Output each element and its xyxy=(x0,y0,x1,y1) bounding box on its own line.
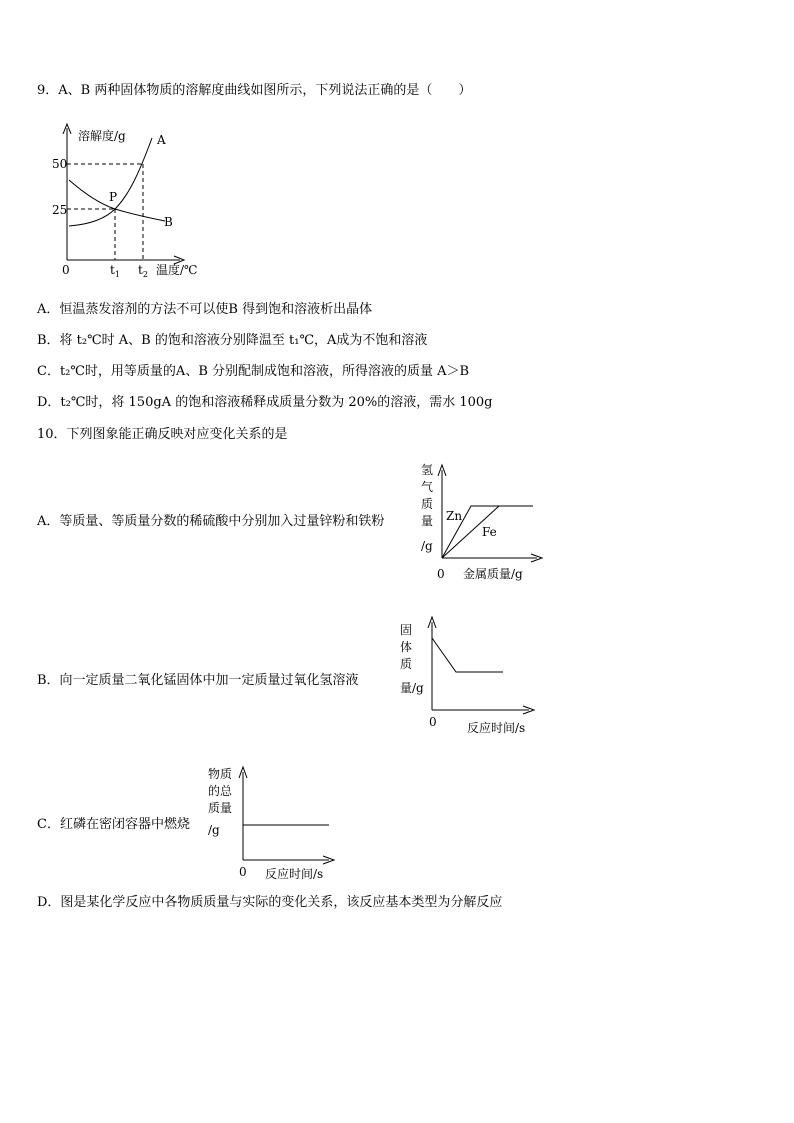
y-tick-50: 50 xyxy=(52,157,68,171)
curve-b-label: B xyxy=(164,215,173,229)
svg-text:/g: /g xyxy=(208,823,220,837)
q9-option-b: B．将 t₂℃时 A、B 的饱和溶液分别降温至 t₁℃，A成为不饱和溶液 xyxy=(37,333,428,348)
svg-text:固: 固 xyxy=(400,623,413,637)
svg-text:物质: 物质 xyxy=(208,767,233,781)
x-axis-label: 温度/℃ xyxy=(156,263,198,277)
y-axis-label: 溶解度/g xyxy=(78,129,126,143)
y-tick-25: 25 xyxy=(52,203,68,217)
solid-mass-line xyxy=(432,638,503,672)
svg-text:/g: /g xyxy=(421,539,433,553)
q10-option-a: A．等质量、等质量分数的稀硫酸中分别加入过量锌粉和铁粉 xyxy=(37,514,385,529)
svg-text:质: 质 xyxy=(421,497,434,511)
svg-text:反应时间/s: 反应时间/s xyxy=(265,867,324,881)
q10-option-c: C．红磷在密闭容器中燃烧 xyxy=(37,817,190,832)
q9-stem: 9．A、B 两种固体物质的溶解度曲线如图所示，下列说法正确的是（ ） xyxy=(37,83,472,98)
svg-text:0: 0 xyxy=(429,715,437,729)
q10-option-d: D．图是某化学反应中各物质质量与实际的变化关系，该反应基本类型为分解反应 xyxy=(37,895,503,910)
svg-text:量: 量 xyxy=(421,514,434,528)
svg-text:质量: 质量 xyxy=(208,801,233,815)
svg-text:0: 0 xyxy=(437,567,445,581)
figure-a-hydrogen-mass xyxy=(415,460,545,585)
svg-text:0: 0 xyxy=(239,865,247,879)
svg-text:金属质量/g: 金属质量/g xyxy=(463,567,523,581)
origin-label: 0 xyxy=(62,263,70,277)
solubility-chart xyxy=(40,120,220,285)
svg-text:氢: 氢 xyxy=(421,463,434,477)
q9-option-c: C．t₂℃时，用等质量的A、B 分别配制成饱和溶液，所得溶液的质量 A＞B xyxy=(37,364,470,379)
curve-a-label: A xyxy=(157,133,166,147)
q9-option-a: A．恒温蒸发溶剂的方法不可以使B 得到饱和溶液析出晶体 xyxy=(37,302,373,317)
figure-c-total-mass xyxy=(205,760,345,885)
svg-text:的总: 的总 xyxy=(208,784,233,798)
svg-text:量/g: 量/g xyxy=(400,681,424,695)
svg-text:质: 质 xyxy=(400,657,413,671)
q9-option-d: D．t₂℃时，将 150gA 的饱和溶液稀释成质量分数为 20%的溶液，需水 100g xyxy=(37,395,493,410)
q10-option-b: B．向一定质量二氧化锰固体中加一定质量过氧化氢溶液 xyxy=(37,673,359,688)
svg-text:体: 体 xyxy=(400,640,413,654)
zn-label: Zn xyxy=(446,509,463,523)
t1-label: $t_1$ xyxy=(110,263,120,279)
point-p-label: P xyxy=(109,190,118,204)
t2-label: $t_2$ xyxy=(138,263,148,279)
curve-a xyxy=(69,138,152,226)
fe-label: Fe xyxy=(482,525,497,539)
svg-text:反应时间/s: 反应时间/s xyxy=(467,721,526,735)
q10-stem: 10．下列图象能正确反映对应变化关系的是 xyxy=(37,427,288,442)
figure-b-solid-mass xyxy=(395,612,545,737)
svg-text:气: 气 xyxy=(421,480,434,494)
